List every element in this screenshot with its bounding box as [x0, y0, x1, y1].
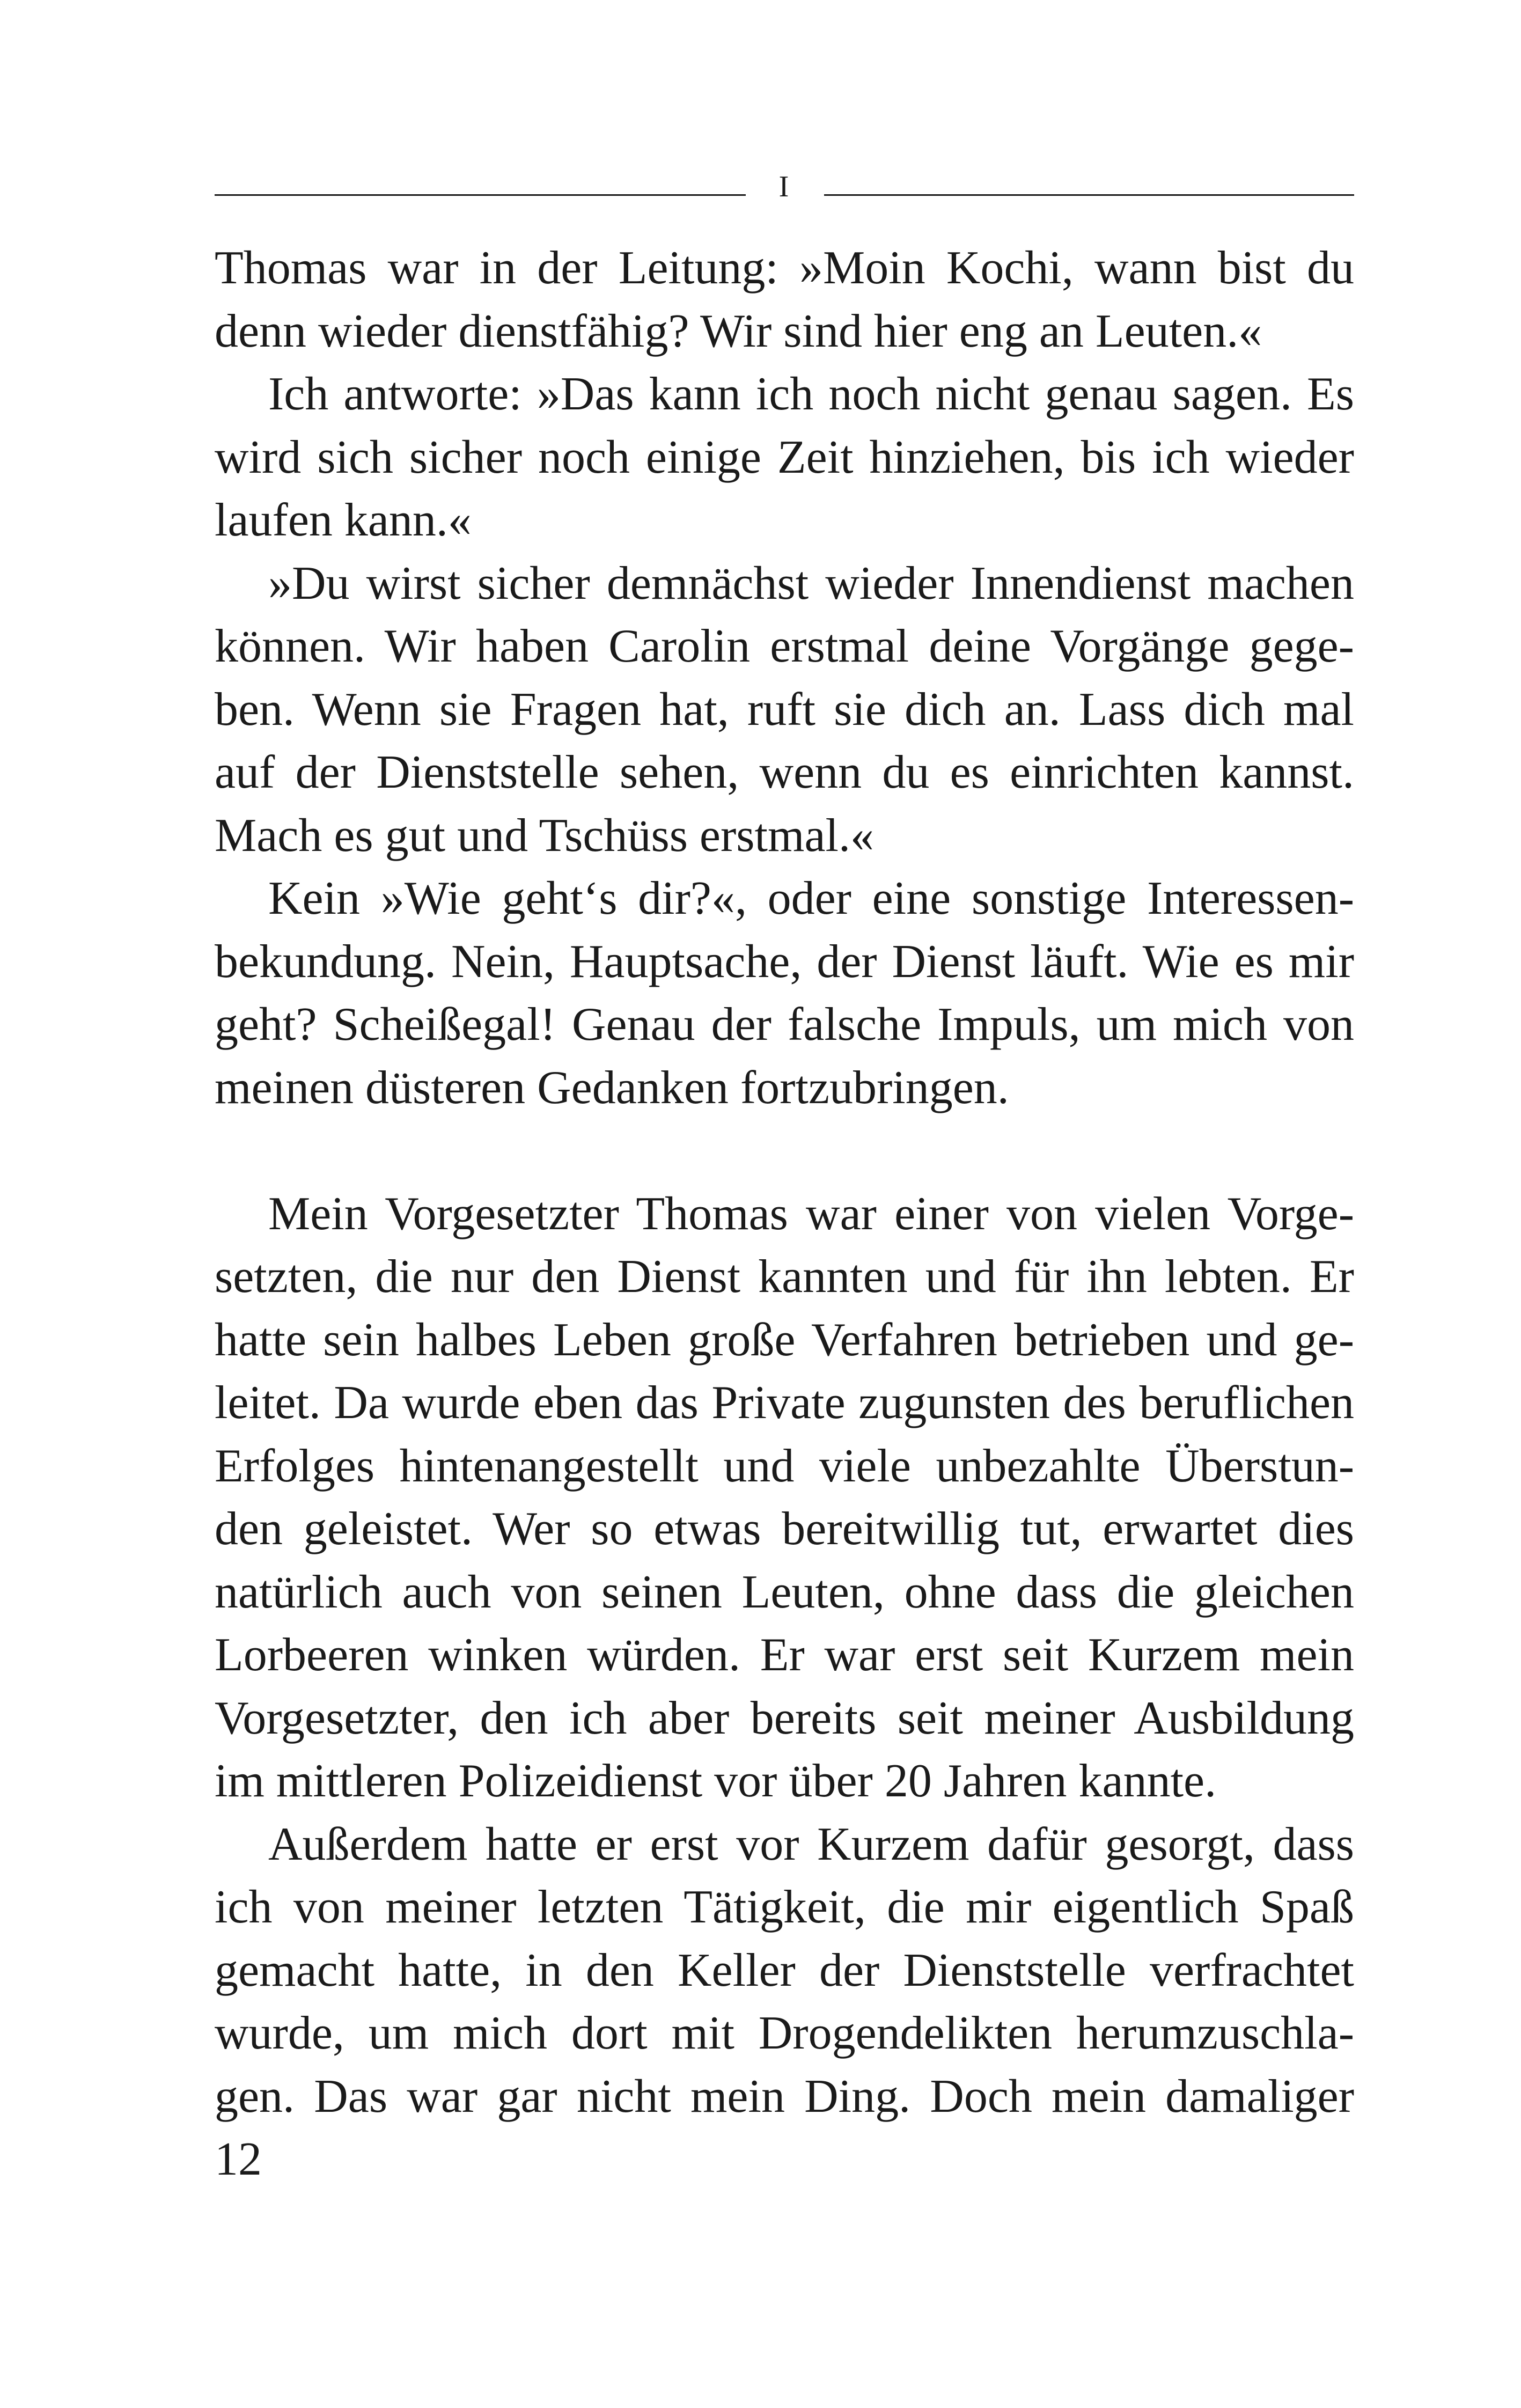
- text-line: leitet. Da wurde eben das Private zugunsten des beruflichen: [215, 1377, 1354, 1429]
- paragraph: [215, 552, 1354, 868]
- text-line: natürlich auch von seinen Leuten, ohne dass die gleichen: [215, 1566, 1354, 1618]
- text-line: Mach es gut und Tschüss erstmal.«: [215, 809, 874, 862]
- text-line: Ich antworte: »Das kann ich noch nicht genau sagen. Es: [268, 368, 1354, 420]
- text-line: Thomas war in der Leitung: »Moin Kochi, wann bist du: [215, 242, 1354, 294]
- text-line: auf der Dienststelle sehen, wenn du es einrichten kannst.: [215, 746, 1354, 798]
- text-line: setzten, die nur den Dienst kannten und für ihn lebten. Er: [215, 1251, 1354, 1303]
- text-line: meinen düsteren Gedanken fortzubringen.: [215, 1061, 1009, 1114]
- text-line: hatte sein halbes Leben große Verfahren betrieben und ge-: [215, 1313, 1354, 1366]
- text-line: können. Wir haben Carolin erstmal deine Vorgänge gege-: [215, 620, 1354, 672]
- text-line: ben. Wenn sie Fragen hat, ruft sie dich an. Lass dich mal: [215, 683, 1354, 736]
- paragraph: [215, 867, 1354, 1119]
- chapter-number: I: [778, 170, 791, 203]
- text-line: Mein Vorgesetzter Thomas war einer von vielen Vorge-: [268, 1187, 1354, 1240]
- text-line: Außerdem hatte er erst vor Kurzem dafür gesorgt, dass: [268, 1818, 1354, 1870]
- paragraph: [215, 1183, 1354, 1813]
- text-line: geht? Scheißegal! Genau der falsche Impuls, um mich von: [215, 999, 1354, 1051]
- text-line: Vorgesetzter, den ich aber bereits seit meiner Ausbildung: [215, 1692, 1354, 1744]
- running-header: [215, 165, 1354, 208]
- paragraph: [215, 237, 1354, 363]
- body-text: [215, 237, 1354, 2128]
- text-line: wurde, um mich dort mit Drogendelikten herumzuschla-: [215, 2007, 1354, 2059]
- text-line: Erfolges hintenangestellt und viele unbezahlte Überstun-: [215, 1440, 1354, 1492]
- text-line: laufen kann.«: [215, 494, 472, 546]
- text-line: Kein »Wie geht‘s dir?«, oder eine sonstige Interessen-: [268, 872, 1354, 924]
- paragraph: [215, 363, 1354, 552]
- text-line: denn wieder dienstfähig? Wir sind hier eng an Leuten.«: [215, 305, 1262, 357]
- text-line: »Du wirst sicher demnächst wieder Innendienst machen: [268, 557, 1354, 610]
- text-line: gen. Das war gar nicht mein Ding. Doch mein damaliger: [215, 2070, 1354, 2123]
- text-line: Lorbeeren winken würden. Er war erst seit Kurzem mein: [215, 1629, 1354, 1681]
- text-line: gemacht hatte, in den Keller der Dienststelle verfrachtet: [215, 1944, 1354, 1996]
- header-rule-left: [215, 194, 746, 196]
- text-line: ich von meiner letzten Tätigkeit, die mir eigentlich Spaß: [215, 1881, 1354, 1933]
- section-break: [215, 1119, 1354, 1183]
- header-rule-right: [824, 194, 1354, 196]
- paragraph: [215, 1813, 1354, 2128]
- text-line: den geleistet. Wer so etwas bereitwillig tut, erwartet dies: [215, 1503, 1354, 1555]
- page-number: 12: [215, 2133, 262, 2185]
- text-line: im mittleren Polizeidienst vor über 20 Jahren kannte.: [215, 1755, 1217, 1807]
- text-line: wird sich sicher noch einige Zeit hinziehen, bis ich wieder: [215, 431, 1354, 483]
- text-line: bekundung. Nein, Hauptsache, der Dienst läuft. Wie es mir: [215, 935, 1354, 988]
